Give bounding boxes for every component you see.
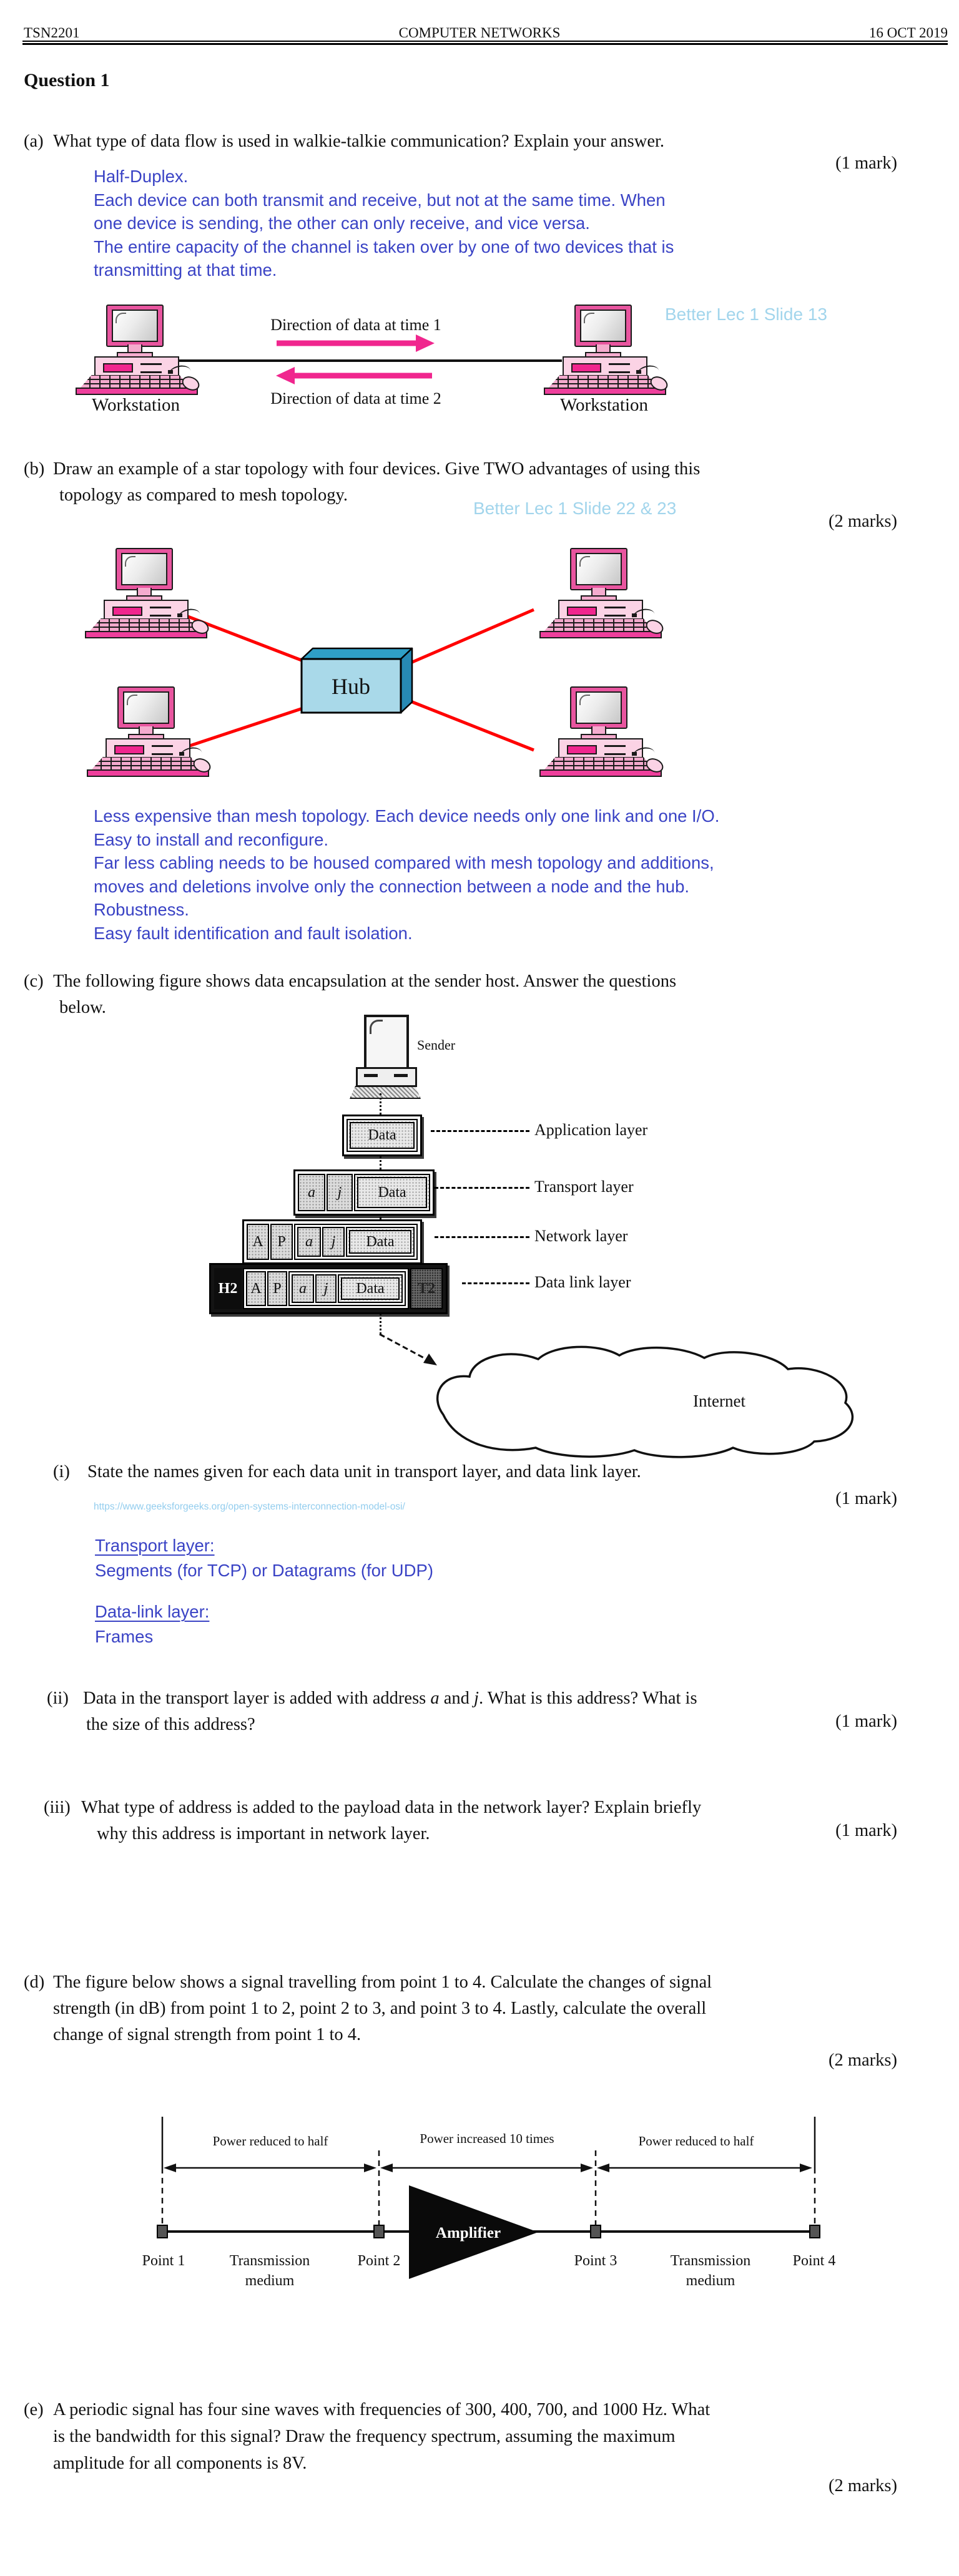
qd-line2: strength (in dB) from point 1 to 2, point 2 to 3, and point 3 to 4. Lastly, calculate the overall: [53, 1999, 707, 2018]
sender-keyboard: [350, 1086, 421, 1099]
qii-marks: (1 mark): [835, 1712, 897, 1731]
qa-text: What type of data flow is used in walkie-talkie communication? Explain your answer.: [53, 132, 665, 151]
workstation-right-label: Workstation: [559, 395, 649, 415]
workstation-graphic: [83, 686, 211, 775]
workstation-graphic: [536, 548, 664, 637]
workstation-graphic: [536, 686, 664, 775]
amplifier-label: Amplifier: [435, 2225, 501, 2242]
qi-reference-url: https://www.geeksforgeeks.org/open-systems-interconnection-model-osi/: [94, 1501, 405, 1512]
header-rule-thin: [22, 41, 948, 42]
data-cell: Data: [341, 1277, 400, 1300]
qi-marks: (1 mark): [835, 1489, 897, 1508]
point2-label: Point 2: [357, 2253, 401, 2269]
header-H2-cell: H2: [214, 1268, 242, 1309]
segment3-label: Power reduced to half: [638, 2134, 754, 2149]
header-date: 16 OCT 2019: [868, 25, 948, 41]
port-a-cell: a: [297, 1227, 321, 1257]
transmission-medium-label: Transmission: [670, 2253, 751, 2269]
qd-line3: change of signal strength from point 1 to 4.: [53, 2025, 361, 2044]
qi-answer-line: Segments (for TCP) or Datagrams (for UDP): [95, 1561, 433, 1580]
qc-line1: The following figure shows data encapsulation at the sender host. Answer the questions: [53, 972, 677, 991]
star-topology-figure: [75, 543, 587, 805]
qb-slide-note: Better Lec 1 Slide 22 & 23: [473, 499, 677, 518]
workstation-graphic: [72, 305, 200, 393]
qii-label: (ii): [47, 1689, 69, 1708]
qe-line3: amplitude for all components is 8V.: [53, 2454, 307, 2473]
question-title: Question 1: [24, 70, 110, 90]
answer-line: one device is sending, the other can only receive, and vice versa.: [94, 213, 590, 233]
workstation-cpu: [563, 356, 647, 378]
point3-label: Point 3: [574, 2253, 617, 2269]
workstation-keyboard: [549, 375, 659, 388]
address-A-cell: A: [247, 1224, 269, 1260]
direction-time1-label: Direction of data at time 1: [270, 316, 441, 334]
signal-path-figure: [94, 2115, 849, 2321]
qa-answer: [94, 165, 674, 282]
layer-callout-dash: [431, 1130, 529, 1132]
qd-label: (d): [24, 1973, 45, 1992]
qc-label: (c): [24, 972, 44, 991]
layer-callout-dash: [435, 1187, 529, 1189]
qb-line2: topology as compared to mesh topology.: [59, 485, 348, 505]
port-j-cell: j: [322, 1227, 345, 1257]
qi-label: (i): [53, 1462, 70, 1481]
segment1-label: Power reduced to half: [212, 2134, 328, 2149]
qd-marks: (2 marks): [828, 2051, 897, 2070]
layer-callout-dash: [462, 1282, 529, 1284]
network-layer-pdu: [242, 1219, 422, 1264]
qiii-line2: why this address is important in network layer.: [97, 1824, 430, 1843]
answer-line: Far less cabling needs to be housed compared with mesh topology and additions,: [94, 853, 714, 872]
address-j-italic: j: [474, 1689, 479, 1708]
workstation-left-label: Workstation: [91, 395, 180, 415]
segment2-label: Power increased 10 times: [420, 2131, 554, 2146]
stack-connector: [380, 1093, 381, 1115]
answer-line: transmitting at that time.: [94, 260, 277, 280]
qe-label: (e): [24, 2400, 44, 2419]
datalink-layer-label: Data link layer: [534, 1273, 631, 1291]
sender-cpu: [356, 1067, 417, 1087]
qb-line1: Draw an example of a star topology with four devices. Give TWO advantages of using this: [53, 459, 701, 479]
port-j-cell: j: [315, 1274, 337, 1303]
qa-marks: (1 mark): [835, 154, 897, 173]
qb-answer: [94, 804, 719, 945]
qb-marks: (2 marks): [828, 512, 897, 531]
qi-text: State the names given for each data unit in transport layer, and data link layer.: [87, 1462, 641, 1481]
qc-line2: below.: [59, 998, 106, 1017]
address-P-cell: P: [267, 1271, 287, 1306]
workstation-screen: [580, 310, 626, 342]
transport-layer-label: Transport layer: [534, 1178, 634, 1196]
qi-answer-heading: Transport layer:: [95, 1536, 215, 1555]
qa-slide-note: Better Lec 1 Slide 13: [665, 305, 827, 324]
qe-marks: (2 marks): [828, 2476, 897, 2496]
transport-layer-pdu: [293, 1169, 435, 1216]
data-cell: Data: [349, 1230, 411, 1254]
point1-label: Point 1: [142, 2253, 185, 2269]
answer-line: Half-Duplex.: [94, 167, 189, 186]
layer-callout-dash: [435, 1236, 529, 1238]
answer-line: Easy to install and reconfigure.: [94, 829, 329, 849]
sender-monitor: [364, 1015, 409, 1070]
header-rule-thick: [22, 43, 948, 45]
address-A-cell: A: [246, 1271, 266, 1306]
qii-line2: the size of this address?: [86, 1715, 255, 1734]
address-a-italic: a: [430, 1689, 440, 1708]
datalink-layer-pdu: [209, 1263, 448, 1314]
workstation-graphic: [81, 548, 209, 637]
qb-label: (b): [24, 459, 45, 479]
qiii-label: (iii): [44, 1798, 71, 1817]
direction-time2-label: Direction of data at time 2: [270, 389, 441, 407]
workstation-cpu: [94, 356, 179, 378]
hub-label: Hub: [332, 674, 370, 699]
qd-line1: The figure below shows a signal travelling from point 1 to 4. Calculate the changes of signal: [53, 1973, 712, 1992]
answer-line: Each device can both transmit and receive, but not at the same time. When: [94, 190, 666, 210]
workstation-graphic: [540, 305, 668, 393]
transmission-medium-label: medium: [245, 2273, 295, 2289]
workstation-keyboard: [81, 375, 190, 388]
half-duplex-figure: [62, 298, 899, 448]
application-layer-pdu: [342, 1115, 422, 1156]
internet-cloud: [400, 1337, 874, 1465]
qe-line1: A periodic signal has four sine waves with frequencies of 300, 400, 700, and 1000 Hz. What: [53, 2400, 711, 2419]
internet-label: Internet: [693, 1392, 745, 1410]
port-j-cell: j: [327, 1174, 353, 1211]
qiii-line1: What type of address is added to the payload data in the network layer? Explain briefly: [81, 1798, 702, 1817]
qi-answer-line: Frames: [95, 1627, 154, 1646]
transmission-medium-label: medium: [686, 2273, 735, 2289]
qe-line2: is the bandwidth for this signal? Draw the frequency spectrum, assuming the maximum: [53, 2427, 676, 2446]
answer-line: moves and deletions involve only the connection between a node and the hub.: [94, 876, 690, 896]
port-a-cell: a: [298, 1174, 325, 1211]
transmission-medium-label: Transmission: [229, 2253, 310, 2269]
sender-label: Sender: [417, 1037, 456, 1053]
qa-label: (a): [24, 132, 44, 151]
answer-line: Less expensive than mesh topology. Each device needs only one link and one I/O.: [94, 806, 720, 826]
data-cell: Data: [350, 1122, 415, 1149]
workstation-monitor: [574, 305, 632, 347]
application-layer-label: Application layer: [534, 1121, 648, 1139]
qiii-marks: (1 mark): [835, 1821, 897, 1840]
workstation-monitor: [106, 305, 164, 347]
qii-line1: Data in the transport layer is added with address a and j. What is this address? What is: [83, 1689, 697, 1708]
header-course-code: TSN2201: [24, 25, 80, 41]
qi-answer-heading: Data-link layer:: [95, 1602, 210, 1621]
trailer-T2-cell: T2: [410, 1268, 443, 1309]
address-P-cell: P: [270, 1224, 293, 1260]
header-title: COMPUTER NETWORKS: [398, 25, 561, 41]
point4-label: Point 4: [792, 2253, 836, 2269]
data-cell: Data: [357, 1177, 427, 1208]
answer-line: Easy fault identification and fault isolation.: [94, 923, 413, 943]
port-a-cell: a: [292, 1274, 314, 1303]
workstation-screen: [112, 310, 158, 342]
answer-line: The entire capacity of the channel is taken over by one of two devices that is: [94, 237, 674, 256]
network-layer-label: Network layer: [534, 1227, 628, 1245]
answer-line: Robustness.: [94, 900, 189, 919]
